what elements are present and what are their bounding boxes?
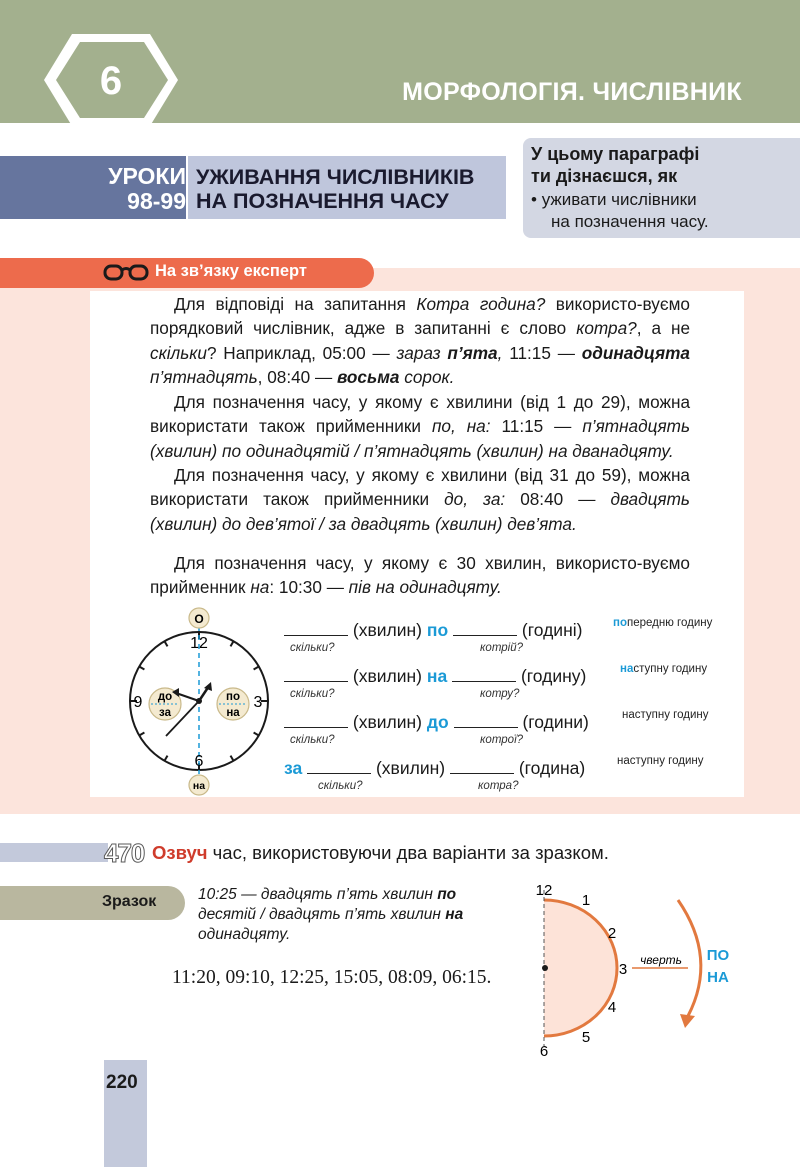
- svg-text:до: до: [157, 691, 173, 703]
- half-clock-diagram: [528, 878, 748, 1060]
- formula-row-2: (хвилин) на (годину): [284, 666, 586, 687]
- exercise-times: 11:20, 09:10, 12:25, 15:05, 08:09, 06:15.: [172, 967, 492, 988]
- svg-text:6: 6: [194, 753, 204, 770]
- sample-tab: [0, 886, 185, 920]
- svg-text:чверть: чверть: [640, 953, 682, 967]
- svg-text:12: 12: [190, 635, 208, 652]
- hint: котрій?: [480, 642, 524, 654]
- sample-label: Зразок: [102, 893, 157, 910]
- top-badge: [189, 608, 209, 628]
- svg-text:по: по: [226, 691, 240, 703]
- svg-text:О: О: [194, 612, 204, 626]
- hint: котру?: [480, 688, 520, 700]
- svg-text:9: 9: [133, 694, 143, 711]
- expert-paragraph-2: Для позначення часу, у якому є хвилини (від 1 до 29), можна використати також прийменники по, на: 11:15 — п’ятнадцять (хвилин) по одинадцятій / п’ятнадцять (хвилин) на дванадцяту.: [150, 392, 690, 461]
- sample-text: 10:25 — двадцять п’ять хвилин по десятій / двадцять п’ять хвилин на одинадцяту.: [198, 886, 464, 943]
- expert-paragraph-4: Для позначення часу, у якому є 30 хвилин, використо-вуємо прийменник на: 10:30 — пів на одинадцяту.: [150, 553, 690, 598]
- expert-label: На зв’язку експерт: [155, 262, 307, 280]
- bullet-icon: •: [531, 190, 542, 209]
- expert-paragraph-3: Для позначення часу, у якому є хвилини (від 31 до 59), можна використати також прийменники до, за: 08:40 — двадцять (хвилин) до дев’ятої / за двадцять (хвилин) дев’ята.: [150, 465, 690, 534]
- svg-text:5: 5: [581, 1029, 591, 1046]
- exercise-number: 470: [104, 838, 145, 868]
- hint: скільки?: [290, 734, 335, 746]
- svg-text:за: за: [159, 707, 171, 719]
- svg-text:НА: НА: [707, 969, 729, 986]
- hint: скільки?: [318, 780, 363, 792]
- formula-note-3: наступну годину: [622, 709, 709, 721]
- lesson-title: УЖИВАННЯ ЧИСЛІВНИКІВ НА ПОЗНАЧЕННЯ ЧАСУ: [196, 165, 475, 213]
- svg-text:3: 3: [253, 694, 263, 711]
- svg-text:4: 4: [607, 999, 617, 1016]
- svg-text:12: 12: [535, 882, 553, 899]
- svg-text:ПО: ПО: [706, 947, 730, 964]
- svg-text:на: на: [226, 707, 240, 719]
- formula-row-4: за (хвилин) (година): [284, 758, 586, 778]
- hint: котра?: [478, 780, 519, 792]
- glasses-icon: [102, 263, 150, 283]
- svg-text:6: 6: [539, 1043, 549, 1060]
- page-number: 220: [106, 1072, 138, 1093]
- clock-diagram: [122, 606, 278, 798]
- hint: скільки?: [290, 688, 335, 700]
- hint: котрої?: [480, 734, 524, 746]
- formula-note-2: наступну годину: [620, 663, 708, 675]
- right-badge: [217, 688, 249, 720]
- goals-bullet: • уживати числівники на позначення часу.: [531, 190, 709, 231]
- lesson-word: УРОКИ: [108, 163, 186, 189]
- formula-row-3: (хвилин) до (години): [284, 712, 589, 733]
- expert-paragraph-1: Для відповіді на запитання Котра година? використо-вуємо порядковий числівник, адже в запитанні є слово котра?, а не скільки? Наприклад, 05:00 — зараз п’ята, 11:15 — одинадцята п’ятнадцять, 08:40 — восьма сорок.: [150, 294, 691, 388]
- formula-note-1: попередню годину: [613, 617, 713, 629]
- goals-heading: У цьому параграфі ти дізнаєшся, як: [531, 144, 700, 186]
- chapter-number: 6: [99, 59, 123, 103]
- chapter-title: МОРФОЛОГІЯ. ЧИСЛІВНИК: [402, 78, 742, 106]
- exercise-bar: [0, 843, 108, 862]
- formula-row-1: (хвилин) по (годині): [284, 620, 582, 641]
- lesson-numbers: 98-99: [127, 188, 186, 214]
- exercise-instruction: Озвуч час, використовуючи два варіанти за зразком.: [152, 842, 609, 863]
- chapter-hexagon: [40, 30, 182, 130]
- arrow-icon: [680, 1014, 695, 1028]
- formula-note-4: наступну годину: [617, 755, 704, 767]
- hint: скільки?: [290, 642, 335, 654]
- svg-text:1: 1: [581, 892, 591, 909]
- svg-text:3: 3: [618, 961, 628, 978]
- svg-text:2: 2: [607, 925, 617, 942]
- svg-text:на: на: [192, 780, 206, 792]
- bottom-badge: [189, 775, 209, 795]
